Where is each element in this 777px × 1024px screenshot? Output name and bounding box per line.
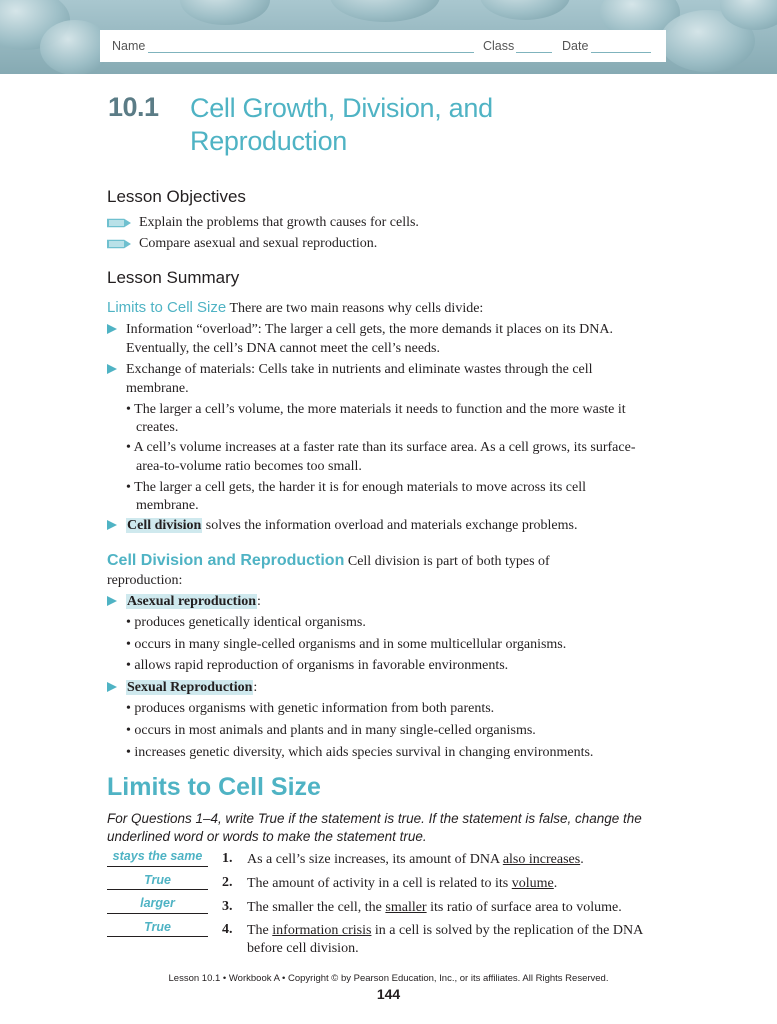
footer-copyright: Lesson 10.1 • Workbook A • Copyright © by Pearson Education, Inc., or its affiliates. All Rights Reserved.: [168, 973, 609, 984]
answer-line[interactable]: [107, 936, 208, 937]
answer-text[interactable]: True: [144, 920, 171, 934]
sub-bullet-text: • increases genetic diversity, which aids species survival in changing environments.: [126, 745, 594, 760]
name-line[interactable]: [148, 52, 474, 53]
answer-line[interactable]: [107, 889, 208, 890]
division-intro: Cell division is part of both types of: [347, 554, 550, 569]
objective-item: Compare asexual and sexual reproduction.: [107, 236, 377, 252]
sub-bullet-text: • produces organisms with genetic information from both parents.: [126, 701, 495, 716]
answer-line[interactable]: [107, 866, 208, 867]
bullet-text: Asexual reproduction:: [127, 594, 261, 609]
sub-bullet-text: membrane.: [136, 498, 199, 513]
section-heading: Limits to Cell Size: [107, 773, 321, 801]
bullet-text: Eventually, the cell’s DNA cannot meet the cell’s needs.: [126, 341, 440, 356]
key-term: Asexual reproduction: [127, 594, 256, 609]
bullet-arrow-icon: [107, 682, 117, 692]
bullet-text: Information “overload”: The larger a cell gets, the more demands it places on its DNA.: [126, 322, 613, 337]
answer-text[interactable]: larger: [140, 896, 175, 910]
question-text: The smaller the cell, the smaller its ratio of surface area to volume.: [247, 900, 622, 915]
sub-bullet-text: • occurs in many single-celled organisms and in some multicellular organisms.: [126, 637, 567, 652]
section-instructions: For Questions 1–4, write True if the statement is true. If the statement is false, change the underlined word or words to make the statement true.: [107, 811, 642, 844]
answer-text[interactable]: True: [144, 873, 171, 887]
question-number: 2.: [222, 875, 233, 890]
question-text: As a cell’s size increases, its amount of DNA also increases.: [247, 852, 584, 867]
lesson-title: Cell Growth, Division, and Reproduction: [190, 93, 493, 156]
name-class-date-bar: [100, 30, 666, 62]
summary-heading: Lesson Summary: [107, 268, 240, 287]
division-inline-heading: Cell Division and Reproduction: [107, 552, 345, 569]
page-number: 144: [376, 986, 401, 1002]
limits-paragraph: [107, 298, 483, 318]
bullet-text: Sexual Reproduction:: [127, 680, 258, 695]
sub-bullet-text: • allows rapid reproduction of organisms in favorable environments.: [126, 658, 509, 673]
lesson-number: 10.1: [108, 92, 159, 122]
bullet-text: Cell division solves the information overload and materials exchange problems.: [127, 518, 578, 533]
answer-line[interactable]: [107, 913, 208, 914]
limits-intro: There are two main reasons why cells divide:: [229, 301, 484, 316]
sub-bullet-text: area-to-volume ratio becomes too small.: [136, 459, 362, 474]
date-line[interactable]: [591, 52, 651, 53]
bullet-arrow-icon: [107, 596, 117, 606]
sub-bullet-text: • The larger a cell’s volume, the more materials it needs to function and the more waste it: [126, 402, 626, 417]
question-number: 1.: [222, 851, 233, 866]
limits-inline-heading: Limits to Cell Size: [107, 299, 227, 316]
question-text: The information crisis in a cell is solved by the replication of the DNA before cell division.: [247, 923, 644, 956]
bullet-arrow-icon: [107, 364, 117, 374]
bullet-text: Exchange of materials: Cells take in nutrients and eliminate wastes through the cell: [126, 362, 593, 377]
sub-bullet-text: • A cell’s volume increases at a faster rate than its surface area. As a cell grows, its surface-: [126, 440, 636, 455]
question-number: 4.: [222, 922, 233, 937]
objective-flag-icon: [107, 238, 131, 250]
objective-item: Explain the problems that growth causes for cells.: [107, 215, 419, 231]
bullet-arrow-icon: [107, 324, 117, 334]
sub-bullet-text: creates.: [136, 420, 179, 435]
division-paragraph: [107, 551, 550, 571]
question-text: The amount of activity in a cell is related to its volume.: [247, 876, 558, 891]
sub-bullet-text: • The larger a cell gets, the harder it is for enough materials to move across its cell: [126, 480, 587, 495]
sub-bullet-text: • produces genetically identical organisms.: [126, 615, 366, 630]
header-banner: [0, 0, 777, 74]
answer-text[interactable]: stays the same: [112, 849, 203, 863]
bullet-arrow-icon: [107, 520, 117, 530]
key-term: Sexual Reproduction: [127, 680, 253, 695]
objectives-heading: Lesson Objectives: [107, 187, 246, 206]
division-intro-cont: reproduction:: [107, 573, 183, 588]
bullet-text: membrane.: [126, 381, 189, 396]
name-label: Name: [112, 39, 146, 53]
class-line[interactable]: [516, 52, 552, 53]
question-number: 3.: [222, 899, 233, 914]
objective-flag-icon: [107, 217, 131, 229]
date-label: Date: [562, 39, 589, 53]
class-label: Class: [483, 39, 515, 53]
sub-bullet-text: • occurs in most animals and plants and in many single-celled organisms.: [126, 723, 536, 738]
key-term: Cell division: [127, 518, 202, 533]
